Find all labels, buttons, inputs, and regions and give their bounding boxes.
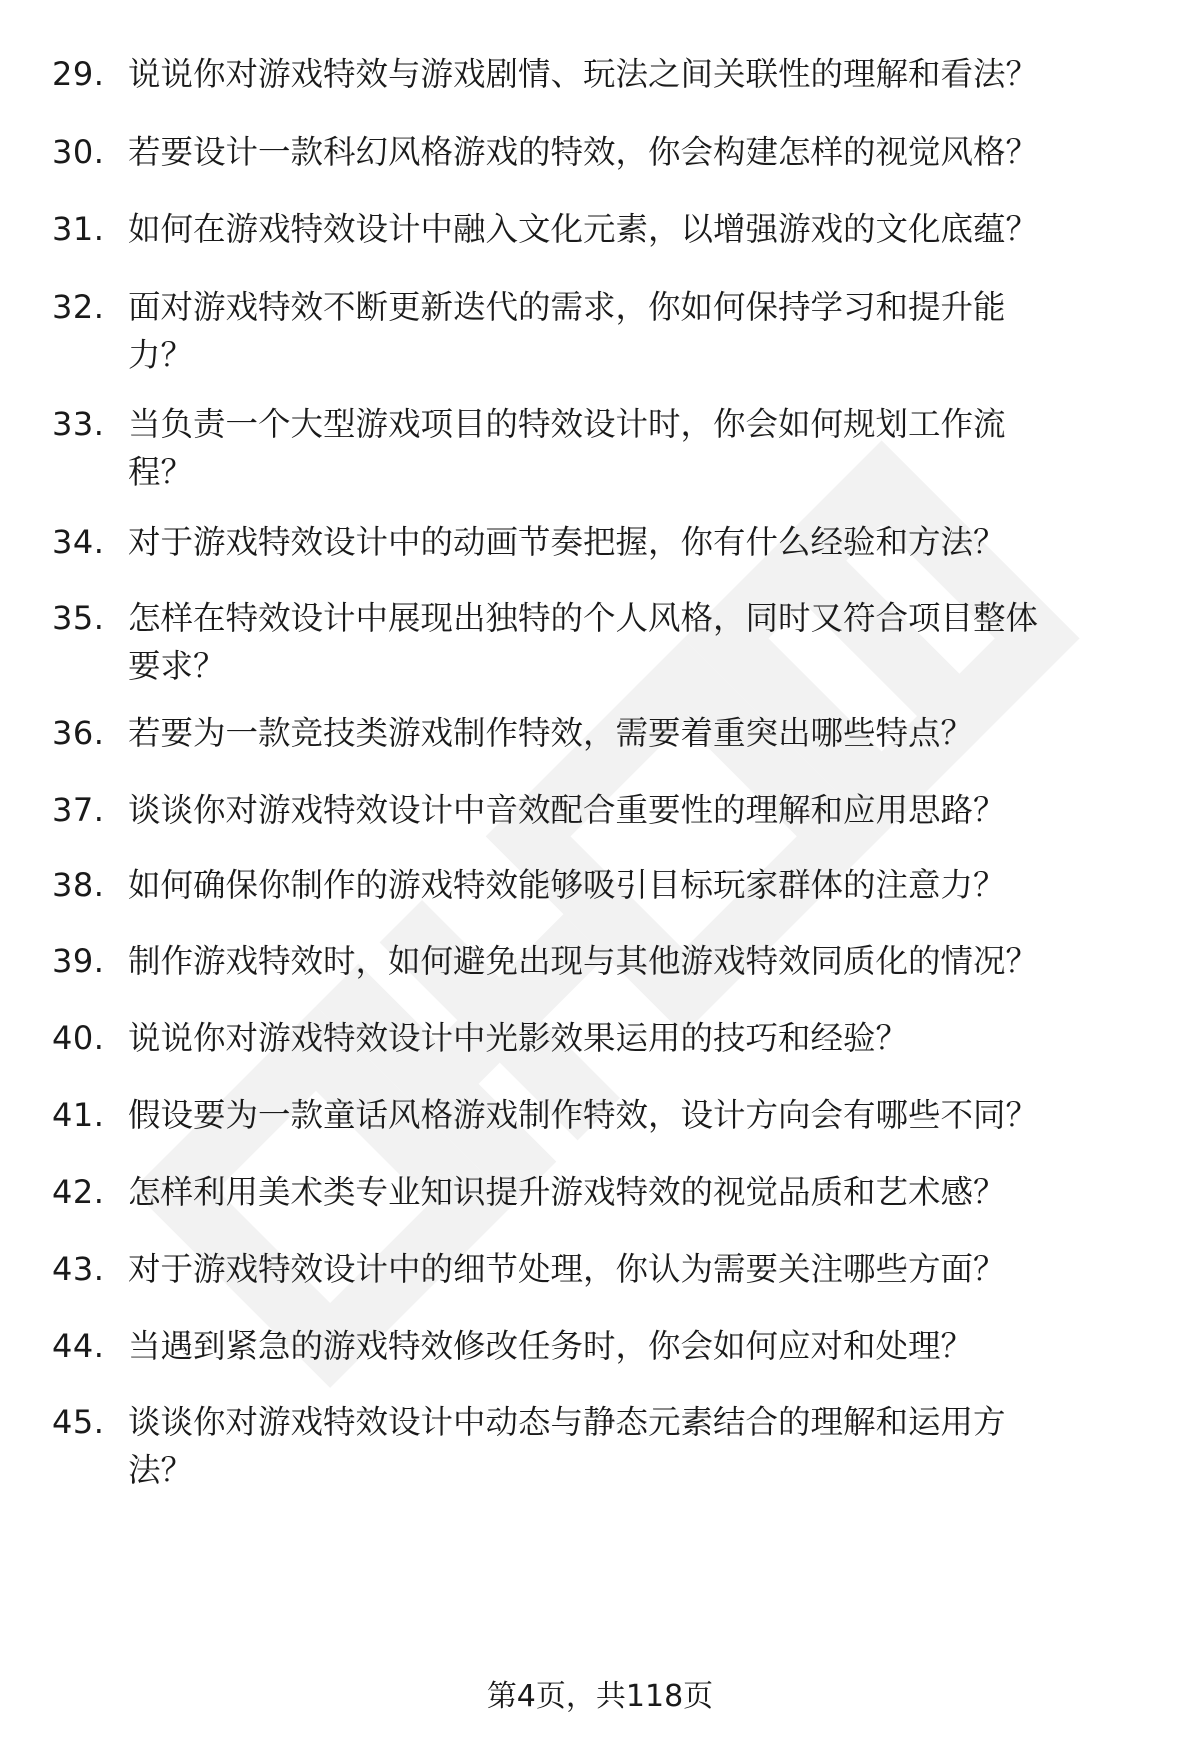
question-number: 30. <box>52 133 105 171</box>
question-text-line: 若要为一款竞技类游戏制作特效，需要着重突出哪些特点？ <box>128 714 974 752</box>
question-text-line: 若要设计一款科幻风格游戏的特效，你会构建怎样的视觉风格？ <box>128 133 1039 171</box>
question-text-line: 怎样在特效设计中展现出独特的个人风格，同时又符合项目整体 <box>128 599 1039 637</box>
question-text-line: 谈谈你对游戏特效设计中音效配合重要性的理解和应用思路？ <box>128 791 1006 829</box>
question-text <box>128 709 1138 757</box>
question-text <box>128 1245 1138 1293</box>
question-number: 39. <box>52 942 105 980</box>
question-number: 42. <box>52 1173 105 1211</box>
question-text <box>128 1322 1138 1370</box>
question-text <box>128 128 1138 176</box>
question-text-line: 对于游戏特效设计中的细节处理，你认为需要关注哪些方面？ <box>128 1250 1006 1288</box>
question-number: 38. <box>52 866 105 904</box>
question-text-line: 谈谈你对游戏特效设计中动态与静态元素结合的理解和运用方 <box>128 1403 1006 1441</box>
question-number: 33. <box>52 405 105 443</box>
question-text-line: 说说你对游戏特效设计中光影效果运用的技巧和经验？ <box>128 1019 909 1057</box>
question-text <box>128 50 1138 98</box>
question-text <box>128 1168 1138 1216</box>
question-text-line: 力？ <box>128 336 194 374</box>
question-text <box>128 937 1138 985</box>
question-number: 41. <box>52 1096 105 1134</box>
question-text-line: 制作游戏特效时，如何避免出现与其他游戏特效同质化的情况？ <box>128 942 1039 980</box>
question-number: 35. <box>52 599 105 637</box>
question-text-line: 假设要为一款童话风格游戏制作特效，设计方向会有哪些不同？ <box>128 1096 1039 1134</box>
question-text <box>128 283 1138 379</box>
question-text-line: 如何确保你制作的游戏特效能够吸引目标玩家群体的注意力？ <box>128 866 1006 904</box>
question-text-line: 程？ <box>128 453 194 491</box>
question-text <box>128 1014 1138 1062</box>
page-footer: 第4页，共118页 <box>486 1679 714 1714</box>
question-number: 31. <box>52 210 105 248</box>
question-text-line: 法？ <box>128 1451 194 1489</box>
question-text <box>128 400 1138 496</box>
question-text-line: 要求？ <box>128 647 226 685</box>
question-text <box>128 594 1138 690</box>
question-number: 45. <box>52 1403 105 1441</box>
question-text-line: 对于游戏特效设计中的动画节奏把握，你有什么经验和方法？ <box>128 523 1006 561</box>
question-text-line: 如何在游戏特效设计中融入文化元素，以增强游戏的文化底蕴？ <box>128 210 1039 248</box>
question-text <box>128 1091 1138 1139</box>
question-text <box>128 786 1138 834</box>
question-number: 43. <box>52 1250 105 1288</box>
question-number: 34. <box>52 523 105 561</box>
question-number: 29. <box>52 55 105 93</box>
question-text <box>128 861 1138 909</box>
question-number: 44. <box>52 1327 105 1365</box>
question-number: 37. <box>52 791 105 829</box>
question-text-line: 怎样利用美术类专业知识提升游戏特效的视觉品质和艺术感？ <box>128 1173 1006 1211</box>
question-number: 32. <box>52 288 105 326</box>
question-text <box>128 205 1138 253</box>
question-number: 36. <box>52 714 105 752</box>
question-text-line: 当负责一个大型游戏项目的特效设计时，你会如何规划工作流 <box>128 405 1006 443</box>
question-number: 40. <box>52 1019 105 1057</box>
question-text-line: 说说你对游戏特效与游戏剧情、玩法之间关联性的理解和看法？ <box>128 55 1039 93</box>
question-text <box>128 1398 1138 1494</box>
question-text-line: 当遇到紧急的游戏特效修改任务时，你会如何应对和处理？ <box>128 1327 974 1365</box>
question-text <box>128 518 1138 566</box>
question-text-line: 面对游戏特效不断更新迭代的需求，你如何保持学习和提升能 <box>128 288 1006 326</box>
